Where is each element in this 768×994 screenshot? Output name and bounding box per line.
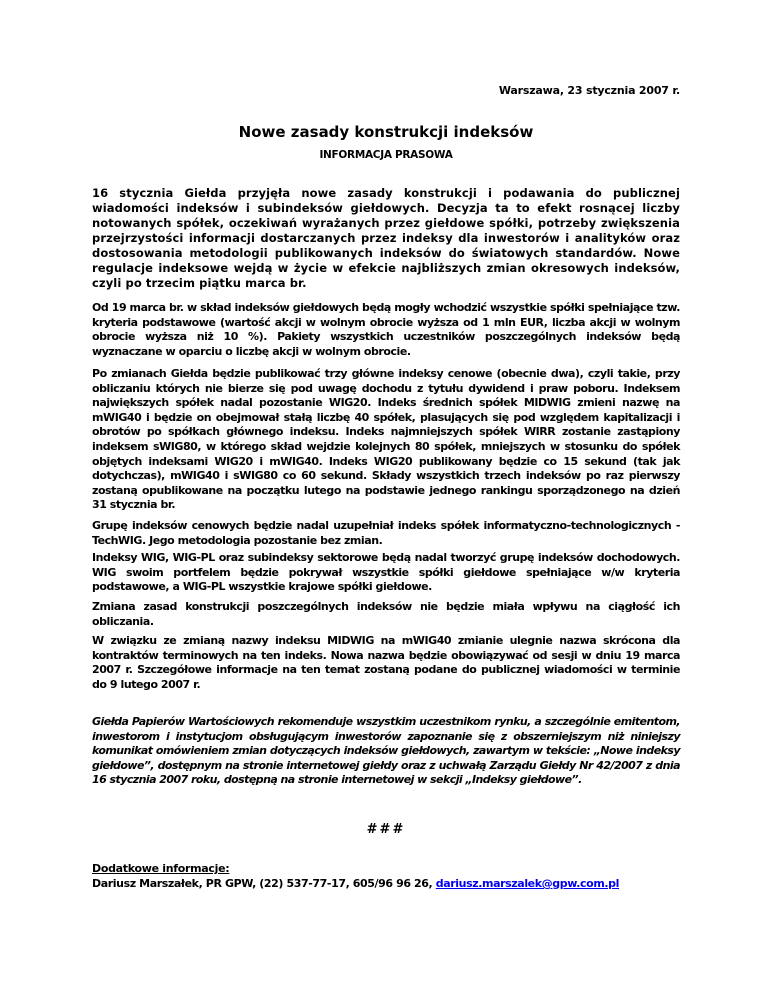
recommendation-note: Giełda Papierów Wartościowych rekomenduje wszystkim uczestnikom rynku, a szczególnie emitentom, inwestorom i instytucjom obsługującym inwestorów zapoznanie się z obszerniejszym niż niniejszy komunikat omówieniem zmian dotyczących indeksów giełdowych, zawartym w tekście: „Nowe indeksy giełdowe”, dostępnym na stronie internetowej giełdy oraz z uchwałą Zarządu Giełdy Nr 42/2007 z dnia 16 stycznia 2007 roku, dostępną na stronie internetowej w sekcji „Indeksy giełdowe”. [92,715,680,787]
lead-paragraph: 16 stycznia Giełda przyjęła nowe zasady konstrukcji i podawania do publicznej wiadomości indeksów i subindeksów giełdowych. Decyzja ta to efekt rosnącej liczby notowanych spółek, oczekiwań wyrażanych przez giełdowe spółki, potrzeby zwiększenia przejrzystości informacji dostarczanych przez indeksy dla inwestorów i analityków oraz dostosowania metodologii publikowanych indeksów do światowych standardów. Nowe regulacje indeksowe wejdą w życie w efekcie najbliższych zmian okresowych indeksów, czyli po trzecim piątku marca br. [92,186,680,290]
paragraph: Grupę indeksów cenowych będzie nadal uzupełniał indeks spółek informatyczno-technologicznych - TechWIG. Jego metodologia pozostanie bez zmian. [92,519,680,547]
paragraph: Indeksy WIG, WIG-PL oraz subindeksy sektorowe będą nadal tworzyć grupę indeksów dochodowych. WIG swoim portfelem będzie pokrywał wszystkie spółki giełdowe spełniające w/w kryteria podstawowe, a WIG-PL wszystkie krajowe spółki giełdowe. [92,551,680,594]
contact-text: Dariusz Marszałek, PR GPW, (22) 537-77-17, 605/96 96 26, [92,877,436,890]
paragraph: Zmiana zasad konstrukcji poszczególnych indeksów nie będzie miała wpływu na ciągłość ich obliczania. [92,600,680,628]
date-line: Warszawa, 23 stycznia 2007 r. [498,84,680,97]
paragraph: Od 19 marca br. w skład indeksów giełdowych będą mogły wchodzić wszystkie spółki spełniające tzw. kryteria podstawowe (wartość akcji w wolnym obrocie wyższa od 1 mln EUR, liczba akcji w wolnym obrocie wyższa niż 10 %). Pakiety wszystkich uczestników poszczególnych indeksów będą wyznaczane w oparciu o liczbę akcji w wolnym obrocie. [92,301,680,358]
paragraph: W związku ze zmianą nazwy indeksu MIDWIG na mWIG40 zmianie ulegnie nazwa skrócona dla kontraktów terminowych na ten indeks. Nowa nazwa będzie obowiązywać od sesji w dniu 19 marca 2007 r. Szczegółowe informacje na ten temat zostaną podane do publicznej wiadomości w terminie do 9 lutego 2007 r. [92,634,680,691]
contact-line [92,877,619,890]
end-separator: ### [366,822,406,837]
contact-heading: Dodatkowe informacje: [92,862,230,875]
page-title: Nowe zasady konstrukcji indeksów [238,123,534,141]
email-link[interactable]: dariusz.marszalek@gpw.com.pl [435,877,620,890]
paragraph: Po zmianach Giełda będzie publikować trzy główne indeksy cenowe (obecnie dwa), czyli takie, przy obliczaniu których nie bierze się pod uwagę dochodu z tytułu dywidend i praw poboru. Indeksem największych spółek nadal pozostanie WIG20. Indeks średnich spółek MIDWIG zmieni nazwę na mWIG40 i będzie on obejmował stałą liczbę 40 spółek, plasujących się pod względem kapitalizacji i obrotów po spółkach głównego indeksu. Indeks najmniejszych spółek WIRR zostanie zastąpiony indeksem sWIG80, w którego skład wejdzie kolejnych 80 spółek, mniejszych w stosunku do spółek objętych indeksami WIG20 i mWIG40. Indeks WIG20 publikowany będzie co 15 sekund (tak jak dotychczas), mWIG40 i sWIG80 co 60 sekund. Składy wszystkich trzech indeksów po raz pierwszy zostaną opublikowane na początku lutego na podstawie jednego rankingu sporządzonego na dzień 31 stycznia br. [92,367,680,512]
press-release-label: INFORMACJA PRASOWA [319,149,453,161]
